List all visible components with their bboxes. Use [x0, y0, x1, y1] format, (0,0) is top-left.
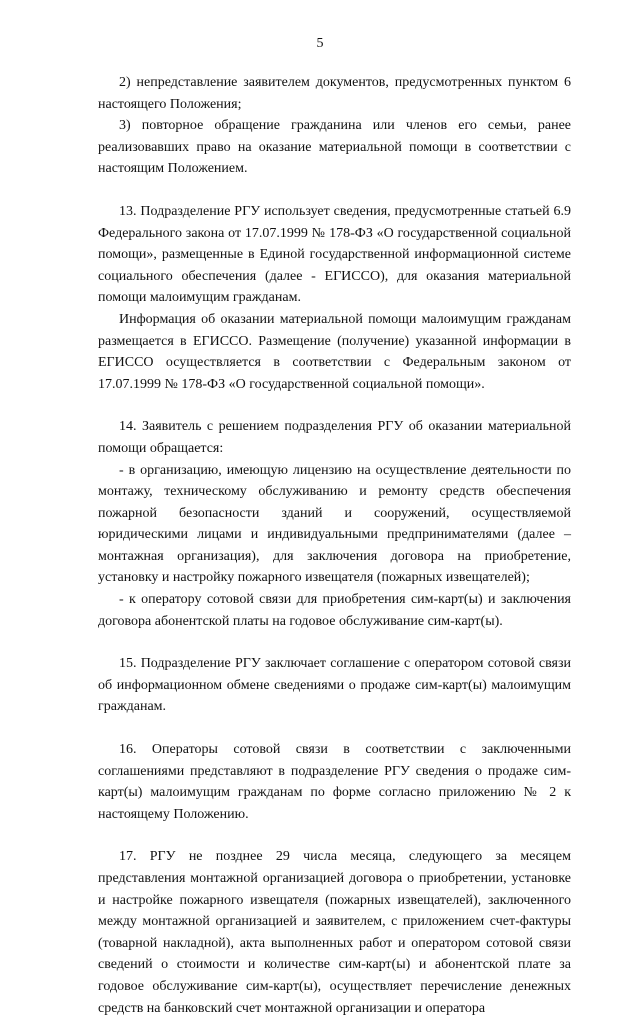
paragraph-15: 15. Подразделение РГУ заключает соглашение с оператором сотовой связи об информационном обмене сведениями о продаже сим-карт(ы) малоимущим гражданам. — [98, 656, 571, 715]
paragraph-14-item-2: - к оператору сотовой связи для приобретения сим-карт(ы) и заключения договора абонентской платы на годовое обслуживание сим-карт(ы). — [98, 592, 571, 629]
paragraph-17: 17. РГУ не позднее 29 числа месяца, следующего за месяцем представления монтажной организацией договора о приобретении, установке и настройке пожарного извещателя (пожарных извещателей), заключенного между монтажной организацией и заявителем, с приложением счет-фактуры (товарной накладной), акта выполненных работ и оператором сотовой связи сведений о стоимости и количестве сим-карт(ы) и абонентской плате за годовое обслуживание сим-карт(ы), осуществляет перечисление денежных средств на банковский счет монтажной организации и оператора — [98, 849, 571, 1016]
paragraph-16: 16. Операторы сотовой связи в соответствии с заключенными соглашениями представляют в подразделение РГУ сведения о продаже сим-карт(ы) малоимущим гражданам по форме согласно приложению № 2 к настоящему Положению. — [98, 742, 571, 822]
paragraph-14: 14. Заявитель с решением подразделения РГУ об оказании материальной помощи обращается: — [98, 419, 571, 456]
page-number: 5 — [316, 36, 324, 51]
paragraph-12-3: 3) повторное обращение гражданина или членов его семьи, ранее реализовавших право на оказание материальной помощи в соответствии с настоящим Положением. — [98, 118, 571, 177]
paragraph-13-info: Информация об оказании материальной помощи малоимущим гражданам размещается в ЕГИССО. Размещение (получение) указанной информации в ЕГИССО осуществляется в соответствии с Федеральным законом от 17.07.1999 № 178-ФЗ «О государственной социальной помощи». — [98, 311, 571, 392]
paragraph-12-2: 2) непредставление заявителем документов, предусмотренных пунктом 6 настоящего Положения; — [98, 75, 571, 112]
paragraph-13: 13. Подразделение РГУ использует сведения, предусмотренные статьей 6.9 Федерального закона от 17.07.1999 № 178-ФЗ «О государственной социальной помощи», размещенные в Единой государственной информационной системе социального обеспечения (далее - ЕГИССО), для оказания материальной помощи малоимущим гражданам. — [98, 203, 571, 306]
document-body — [98, 72, 571, 1019]
paragraph-14-item-1: - в организацию, имеющую лицензию на осуществление деятельности по монтажу, техническому обслуживанию и ремонту средств обеспечения пожарной безопасности зданий и сооружений, осуществляемой юридическими лицами и индивидуальными предпринимателями (далее – монтажная организация), для заключения договора на приобретение, установку и настройку пожарного извещателя (пожарных извещателей); — [98, 462, 571, 586]
